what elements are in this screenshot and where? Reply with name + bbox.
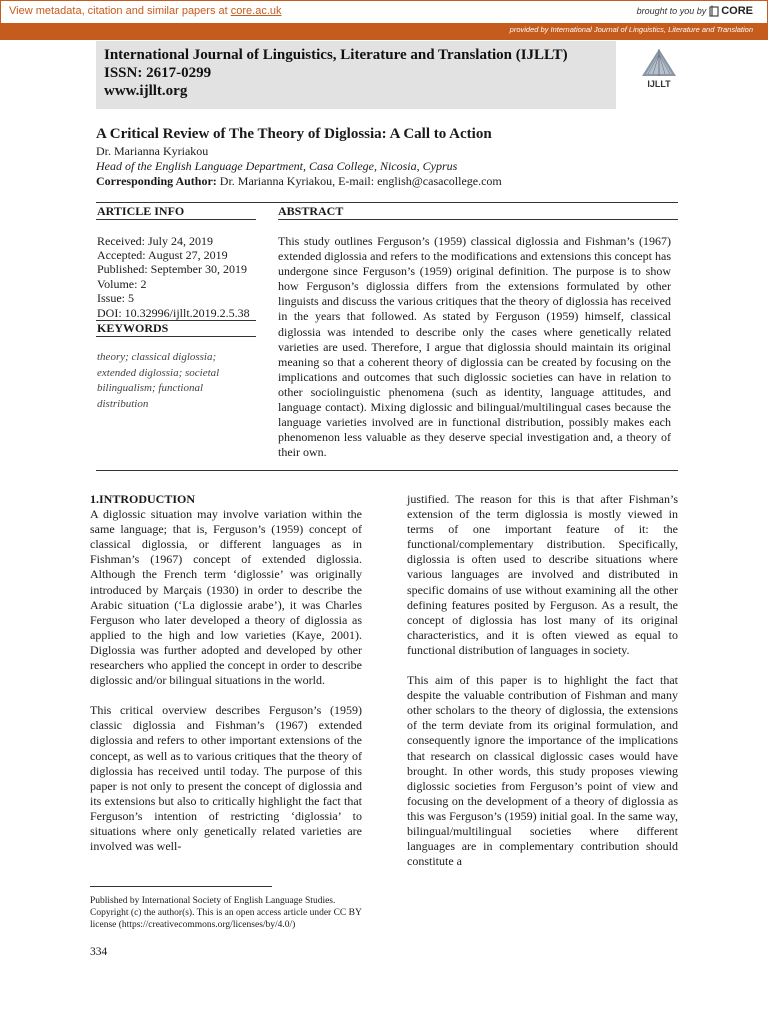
core-provided-by: provided by International Journal of Linguistics, Literature and Translation bbox=[509, 25, 753, 34]
brought-by-text: brought to you by bbox=[636, 6, 707, 16]
accepted-date: Accepted: August 27, 2019 bbox=[97, 248, 228, 262]
journal-name: International Journal of Linguistics, Literature and Translation (IJLLT) bbox=[104, 47, 568, 63]
issue: Issue: 5 bbox=[97, 291, 134, 305]
author-affiliation: Head of the English Language Department, Casa College, Nicosia, Cyprus bbox=[96, 159, 458, 173]
article-info-rule bbox=[96, 219, 256, 220]
core-banner bbox=[0, 0, 768, 40]
body-paragraph: This aim of this paper is to highlight the fact that despite the valuable contribution of Fishman and many other scholars to the theory of diglossia, the extensions of the term deviate from its original formulation, and consequently ignore the importance of the implications that research on classical diglossic cases would have brought. In other words, this study proposes viewing diglossic societies from Ferguson’s point of view and focusing on the development of a theory of diglossia as this was Ferguson’s (1959) initial goal. In the same way, bilingual/multilingual societies where different languages are in complementary contribution should constitute a bbox=[407, 673, 678, 869]
journal-header bbox=[96, 41, 616, 109]
doi[interactable]: DOI: 10.32996/ijllt.2019.2.5.38 bbox=[97, 306, 250, 320]
body-right-column bbox=[407, 492, 678, 884]
journal-issn: ISSN: 2617-0299 bbox=[104, 65, 212, 81]
journal-logo-text: IJLLT bbox=[647, 79, 671, 89]
article-title: A Critical Review of The Theory of Diglossia: A Call to Action bbox=[96, 126, 492, 142]
core-link[interactable]: core.ac.uk bbox=[230, 5, 282, 17]
core-banner-top bbox=[1, 1, 767, 23]
abstract-heading: ABSTRACT bbox=[278, 204, 344, 218]
header-top-rule bbox=[96, 202, 678, 203]
keywords-heading: KEYWORDS bbox=[97, 321, 169, 335]
body-paragraph: This critical overview describes Ferguson’s (1959) classic diglossia and Fishman’s (1967) extended diglossia and refers to other important extensions of the concept, as well as to various critiques that the theory of diglossia has received until today. The purpose of this paper is not only to present the concept of diglossia and its extensions but also to critically highlight the fact that Ferguson’s intention of restricting ‘diglossia’ to situations where only genetically related varieties are involved was well- bbox=[90, 703, 362, 854]
page-number: 334 bbox=[90, 946, 108, 958]
received-date: Received: July 24, 2019 bbox=[97, 234, 213, 248]
article-info-heading: ARTICLE INFO bbox=[97, 204, 185, 218]
core-brought-by[interactable] bbox=[637, 5, 753, 17]
corresponding-author bbox=[96, 174, 502, 189]
keywords-bottom-rule bbox=[96, 336, 256, 337]
core-metadata-prefix: View metadata, citation and similar papers at bbox=[9, 5, 231, 17]
body-paragraph: A diglossic situation may involve variation within the same language; that is, Ferguson’s (1959) concept of classical diglossia, or different languages as in Fishman’s (1967) concept of extended diglossia. Although the French term ‘diglossie’ was originally introduced by Marçais (1930) in order to describe the Arabic situation (‘La diglossie arabe’), it was Charles Ferguson who later developed a theory of diglossia as applied to the high and low varieties (Kaye, 2001). Diglossia was further adopted and developed by other researchers who applied the concept in order to describe diglossic and/or bilingual situations in the world. bbox=[90, 507, 362, 688]
journal-logo-icon bbox=[636, 46, 682, 98]
introduction-heading: 1.INTRODUCTION bbox=[90, 492, 196, 506]
footnote-rule bbox=[90, 886, 272, 887]
core-label: CORE bbox=[721, 5, 753, 17]
core-provided-bar bbox=[1, 23, 767, 39]
journal-url: www.ijllt.org bbox=[104, 83, 188, 99]
author-name: Dr. Marianna Kyriakou bbox=[96, 144, 209, 158]
footnote-text: Published by International Society of English Language Studies. Copyright (c) the author(s). This is an open access article under CC BY license (https://creativecommons.org/licenses/by/4.0/) bbox=[90, 896, 362, 930]
body-left-column bbox=[90, 492, 362, 869]
body-paragraph: justified. The reason for this is that after Fishman’s extension of the term diglossia is mostly viewed in terms of one important feature of it: the functional/complementary distribution. Specifically, diglossia is often used to describe situations where various languages are involved and distributed in specific domains of use without examining all the other defining features posited by Ferguson. As a result, the concept of diglossia has lost many of its original characteristics, and it is often viewed as equal to functional distribution of languages in society. bbox=[407, 492, 678, 657]
core-logo[interactable] bbox=[709, 5, 753, 17]
corresponding-value: Dr. Marianna Kyriakou, E-mail: english@casacollege.com bbox=[216, 174, 502, 188]
core-logo-icon bbox=[709, 5, 719, 17]
abstract-rule bbox=[278, 219, 678, 220]
core-metadata-text bbox=[9, 5, 282, 17]
abstract-text: This study outlines Ferguson’s (1959) classical diglossia and Fishman’s (1967) extended diglossia and refers to the modifications and extensions this concept has undergone since Ferguson’s (1959) original definition. The purpose is to show how Ferguson’s diglossia differs from the extensions formulated by other linguists and discuss the various critiques that the theory of diglossia has received in the years that followed. As stated by Ferguson (1959) himself, classical diglossia was intended to describe only the cases where genetically related varieties are used. Therefore, I argue that diglossia should maintain its original meaning so that a coherent theory of diglossia can be created by focusing on the implications and outcomes that such diglossic societies can have in relation to other sociolinguistic phenomena (such as identity, language attitudes, and language contact). Mixing diglossic and bilingual/multilingual cases because the language varieties involved are in functional distribution, possibly makes each phenomenon less valuable as they deserve special investigation and, a theory of their own. bbox=[278, 234, 671, 460]
keywords-text: theory; classical diglossia; extended diglossia; societal bilingualism; functional distribution bbox=[97, 351, 220, 410]
abstract-bottom-rule bbox=[96, 470, 678, 471]
volume: Volume: 2 bbox=[97, 277, 147, 291]
published-date: Published: September 30, 2019 bbox=[97, 262, 247, 276]
corresponding-label: Corresponding Author: bbox=[96, 174, 217, 188]
